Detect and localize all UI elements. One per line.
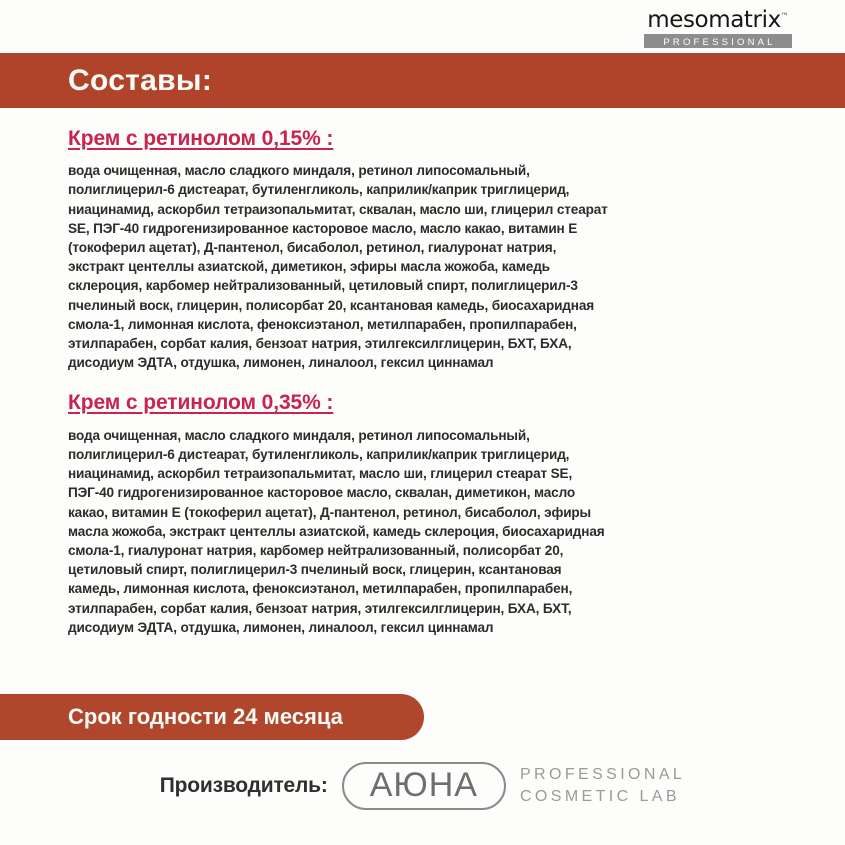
shelf-life-text: Срок годности 24 месяца <box>68 704 343 729</box>
ayuna-tagline-line-2: COSMETIC LAB <box>519 788 680 805</box>
ayuna-logo <box>342 762 506 810</box>
composition-section-2 <box>68 390 608 636</box>
brand-subtitle-text: PROFESSIONAL <box>663 37 776 48</box>
ayuna-tagline <box>520 764 685 808</box>
brand-subtitle-band <box>644 34 792 48</box>
composition-section-1 <box>68 126 608 372</box>
manufacturer-footer <box>0 762 845 810</box>
product-heading-1: Крем с ретинолом 0,15% : <box>68 127 334 150</box>
manufacturer-label: Производитель: <box>159 774 328 797</box>
ingredients-content <box>68 126 608 655</box>
brand-wordmark-row <box>647 9 789 32</box>
trademark-symbol: ™ <box>780 11 789 21</box>
product-heading-2: Крем с ретинолом 0,35% : <box>68 391 334 415</box>
ayuna-logo-text: АЮНА <box>369 766 478 804</box>
shelf-life-banner <box>0 694 424 740</box>
ingredients-list-2: вода очищенная, масло сладкого миндаля, ретинол липосомальный, полиглицерил-6 дистеарат, бутиленгликоль, каприлик/каприк триглицерид, ниацинамид, аскорбил тетраизопальмитат, масло ши, глицерил стеарат SE, ПЭГ-40 гидрогенизированное касторовое масло, сквалан, диметикон, масло какао, витамин Е (токоферил ацетат), Д-пантенол, ретинол, бисаболол, эфиры масла жожоба, экстракт центеллы азиатской, камедь склероция, биосахаридная смола-1, гиалуронат натрия, карбомер нейтрализованный, полисорбат 20, цетиловый спирт, полиглицерил-3 пчелиный воск, глицерин, ксантановая камедь, лимонная кислота, феноксиэтанол, метилпарабен, пропилпарабен, этилпарабен, сорбат калия, бензоат натрия, этилгексилглицерин, БХА, БХТ, дисодиум ЭДТА, отдушка, лимонен, линалоол, гексил циннамал <box>68 427 605 635</box>
ayuna-tagline-line-1: PROFESSIONAL <box>519 766 686 783</box>
page-title: Составы: <box>68 63 213 97</box>
mesomatrix-brand-logo <box>644 9 792 48</box>
page-title-band <box>0 53 845 108</box>
brand-wordmark-text: mesomatrix <box>647 7 781 33</box>
ingredients-list-1: вода очищенная, масло сладкого миндаля, ретинол липосомальный, полиглицерил-6 дистеарат, бутиленгликоль, каприлик/каприк триглицерид, ниацинамид, аскорбил тетраизопальмитат, сквалан, масло ши, глицерил стеарат SE, ПЭГ-40 гидрогенизированное касторовое масло, масло какао, витамин Е (токоферил ацетат), Д-пантенол, бисаболол, ретинол, гиалуронат натрия, экстракт центеллы азиатской, диметикон, эфиры масла жожоба, камедь склероция, карбомер нейтрализованный, цетиловый спирт, полиглицерил-3 пчелиный воск, глицерин, полисорбат 20, ксантановая камедь, биосахаридная смола-1, лимонная кислота, феноксиэтанол, метилпарабен, пропилпарабен, этилпарабен, сорбат калия, бензоат натрия, этилгексилглицерин, БХТ, БХА, дисодиум ЭДТА, отдушка, лимонен, линалоол, гексил циннамал <box>68 163 608 371</box>
